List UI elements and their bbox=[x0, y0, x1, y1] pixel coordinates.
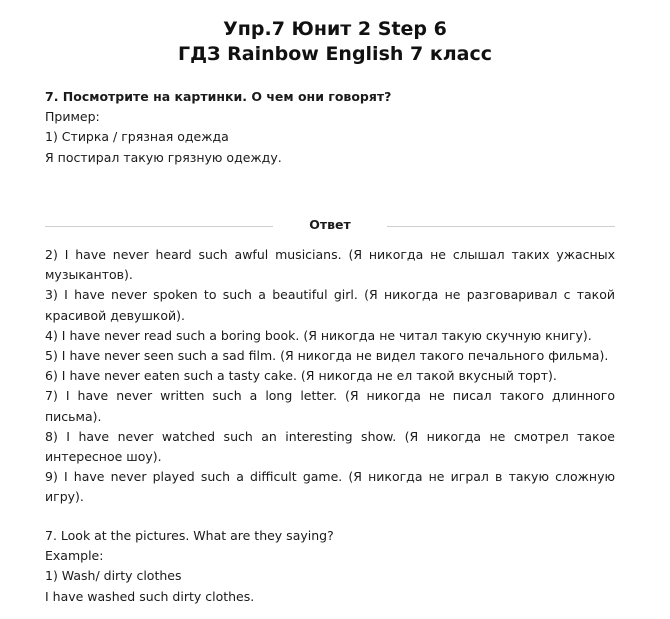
page-subtitle: ГДЗ Rainbow English 7 класс bbox=[177, 43, 493, 65]
answer-item: 6) I have never eaten such a tasty cake. (Я никогда не ел такой вкусный торт). bbox=[45, 368, 557, 384]
task-ru-example-sentence: Я постирал такую грязную одежду. bbox=[45, 149, 282, 165]
answer-label: Ответ bbox=[309, 217, 351, 232]
task-ru-example-item: 1) Стирка / грязная одежда bbox=[45, 129, 229, 145]
answer-separator bbox=[45, 216, 615, 236]
answer-item: 4) I have never read such a boring book. (Я никогда не читал такую скучную книгу). bbox=[45, 327, 592, 343]
task-en-example-item: 1) Wash/ dirty clothes bbox=[45, 568, 182, 584]
separator-rule-right bbox=[387, 226, 615, 227]
task-en-example-sentence: I have washed such dirty clothes. bbox=[45, 588, 255, 604]
task-ru-example-label: Пример: bbox=[45, 109, 100, 125]
task-ru bbox=[45, 87, 615, 168]
answer-list bbox=[45, 245, 615, 508]
answer-item: 8) I have never watched such an interesting show. (Я никогда не смотрел такое интересное шоу). bbox=[45, 428, 615, 465]
task-en-heading: 7. Look at the pictures. What are they saying? bbox=[45, 528, 334, 543]
page-title: Упр.7 Юнит 2 Step 6 bbox=[223, 18, 447, 40]
answer-item: 2) I have never heard such awful musicians. (Я никогда не слышал таких ужасных музыкантов). bbox=[45, 247, 615, 283]
task-en bbox=[45, 526, 615, 607]
task-en-example-label: Example: bbox=[45, 548, 104, 564]
task-ru-heading: 7. Посмотрите на картинки. О чем они говорят? bbox=[45, 89, 392, 104]
answer-item: 9) I have never played such a difficult game. (Я никогда не играл в такую сложную игру). bbox=[45, 469, 615, 505]
answer-item: 3) I have never spoken to such a beautiful girl. (Я никогда не разговаривал с такой красивой девушкой). bbox=[45, 287, 615, 323]
answer-item: 5) I have never seen such a sad film. (Я никогда не видел такого печального фильма). bbox=[45, 348, 609, 364]
answer-item: 7) I have never written such a long letter. (Я никогда не писал такого длинного письма). bbox=[45, 388, 615, 424]
